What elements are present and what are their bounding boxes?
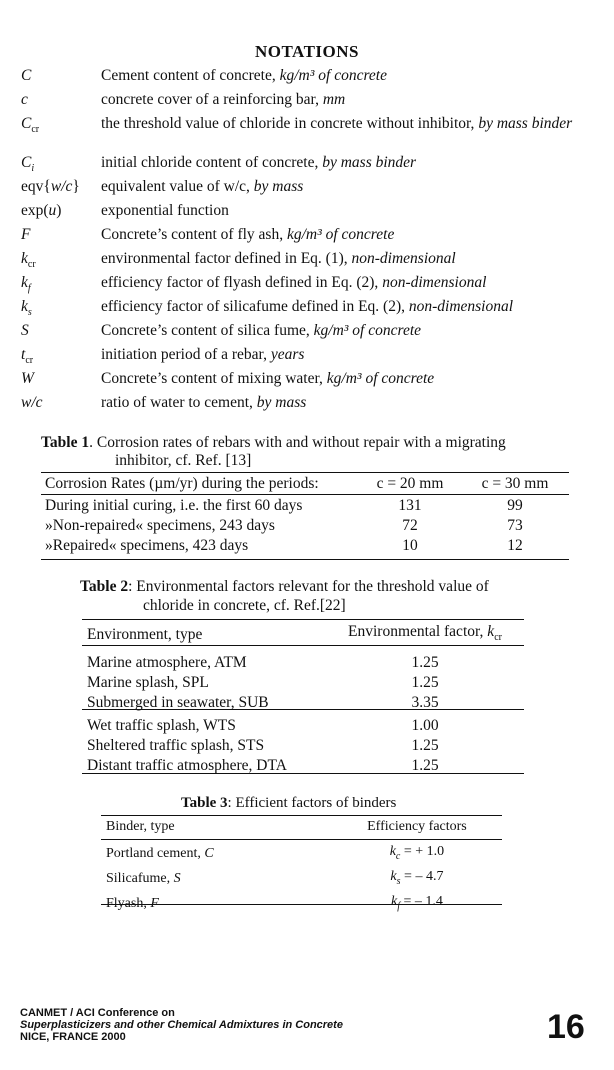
notation-definition xyxy=(101,67,586,85)
table3 xyxy=(106,817,496,916)
notation-definition xyxy=(101,250,586,268)
notation-unit: years xyxy=(270,346,305,363)
table2-cell: Marine splash, SPL xyxy=(87,674,209,692)
notation-symbol: eqv{w/c} xyxy=(21,178,80,195)
notation-definition xyxy=(101,202,586,220)
footer xyxy=(20,1007,343,1043)
table2-header-rule xyxy=(82,645,524,646)
table2-bottom-rule xyxy=(82,773,524,774)
notation-unit: by mass binder xyxy=(322,154,417,171)
notation-unit: non-dimensional xyxy=(351,250,456,267)
table2-cell: Marine atmosphere, ATM xyxy=(87,654,247,672)
table-row xyxy=(87,693,523,713)
notation-text: environmental factor defined in Eq. (1), xyxy=(101,250,352,267)
notation-symbol: $k_s$ xyxy=(21,298,32,319)
table2-cell: Distant traffic atmosphere, DTA xyxy=(87,757,287,775)
notation-symbol: $t_{cr}$ xyxy=(21,346,34,367)
table1-cell: »Repaired« specimens, 423 days xyxy=(45,537,249,554)
notation-unit: mm xyxy=(322,91,346,108)
notation-text: Concrete’s content of fly ash, xyxy=(101,226,287,243)
table3-label: Table 3 xyxy=(181,795,228,811)
table2-cell: 1.00 xyxy=(411,717,439,735)
footer-conference: CANMET / ACI Conference on xyxy=(20,1007,175,1019)
page-number: 16 xyxy=(547,1008,585,1046)
table1-caption-line1: . Corrosion rates of rebars with and without repair with a migrating xyxy=(89,434,506,451)
table2-header: Environmental factor, $k_{cr}$ xyxy=(348,623,502,644)
table1-caption xyxy=(41,434,581,452)
table2-cell: 1.25 xyxy=(411,757,439,775)
notation-definition xyxy=(101,115,586,133)
table3-cell: Silicafume, S xyxy=(106,871,181,887)
notation-symbol: exp(u) xyxy=(21,202,62,219)
table1-cell: During initial curing, i.e. the first 60 days xyxy=(45,497,303,514)
notation-symbol: W xyxy=(21,370,34,387)
notation-definition xyxy=(101,178,586,196)
table1-header-row xyxy=(45,474,565,494)
table3-cell: $k_f$ = – 1.4 xyxy=(390,893,443,912)
notation-definition xyxy=(101,394,586,412)
notation-text: the threshold value of chloride in concrete without inhibitor, xyxy=(101,115,479,132)
notation-definition xyxy=(101,91,586,109)
table3-header-row xyxy=(106,817,496,837)
table3-header: Binder, type xyxy=(106,819,175,834)
table-row xyxy=(87,736,523,756)
notation-symbol: c xyxy=(21,91,28,108)
table3-cell: $k_c$ = + 1.0 xyxy=(389,844,445,862)
table-row xyxy=(45,516,565,536)
table1-header: c = 30 mm xyxy=(481,475,549,492)
notation-definition xyxy=(101,154,586,172)
notation-definition xyxy=(101,346,586,364)
table3-cell: Portland cement, C xyxy=(106,846,214,862)
table2-cell: 1.25 xyxy=(411,674,439,692)
table2-cell: Submerged in seawater, SUB xyxy=(87,694,269,712)
notation-symbol: $k_f$ xyxy=(21,274,31,295)
table3-bottom-rule xyxy=(101,904,502,905)
table3-header-rule xyxy=(101,839,502,840)
notation-text: Concrete’s content of mixing water, xyxy=(101,370,327,387)
notation-text: equivalent value of w/c, xyxy=(101,178,254,195)
notation-symbol: F xyxy=(21,226,31,243)
table1-cell: »Non-repaired« specimens, 243 days xyxy=(45,517,275,534)
table1-cell: 12 xyxy=(507,537,523,554)
table-row xyxy=(87,653,523,673)
notation-unit: kg/m³ of concrete xyxy=(313,322,422,339)
table1-header-rule xyxy=(41,494,569,495)
notation-text: efficiency factor of flyash defined in Eq. (2), xyxy=(101,274,383,291)
notation-text: initial chloride content of concrete, xyxy=(101,154,323,171)
notation-definition xyxy=(101,322,586,340)
table1-cell: 73 xyxy=(507,517,523,534)
table2-top-rule xyxy=(82,619,524,620)
table2-caption-line1: : Environmental factors relevant for the threshold value of xyxy=(128,578,489,595)
notation-text: Concrete’s content of silica fume, xyxy=(101,322,314,339)
table2-header: Environment, type xyxy=(87,626,203,644)
footer-location: NICE, FRANCE 2000 xyxy=(20,1031,126,1043)
footer-conference-title: Superplasticizers and other Chemical Admixtures in Concrete xyxy=(20,1019,343,1031)
table2-cell: Sheltered traffic splash, STS xyxy=(87,737,265,755)
table2-caption xyxy=(80,578,580,596)
notation-unit: by mass binder xyxy=(478,115,573,132)
notation-unit: kg/m³ of concrete xyxy=(279,67,387,84)
notation-text: Cement content of concrete, xyxy=(101,67,280,84)
notation-symbol: $k_{cr}$ xyxy=(21,250,36,271)
table2-group-rule xyxy=(82,709,524,710)
table3-header: Efficiency factors xyxy=(367,819,467,834)
notation-unit: non-dimensional xyxy=(408,298,514,315)
notation-symbol: $C_i$ xyxy=(21,154,35,175)
table3-cell: Flyash, F xyxy=(106,895,159,911)
notations-title: NOTATIONS xyxy=(254,42,359,61)
table1-cell: 131 xyxy=(398,497,422,514)
table2-cell: 1.25 xyxy=(411,654,439,672)
notation-definition xyxy=(101,298,586,316)
notation-unit: kg/m³ of concrete xyxy=(286,226,395,243)
table3-cell: $k_s$ = – 4.7 xyxy=(390,868,444,887)
table1-cell: 72 xyxy=(402,517,418,534)
notation-text: concrete cover of a reinforcing bar, xyxy=(101,91,323,108)
notation-symbol: C xyxy=(21,67,32,84)
notation-unit: by mass xyxy=(253,178,304,195)
table-row xyxy=(45,536,565,556)
table-row xyxy=(106,842,496,867)
notation-unit: by mass xyxy=(256,394,307,411)
table2-cell: 1.25 xyxy=(411,737,439,755)
table-row xyxy=(87,673,523,693)
notation-symbol: w/c xyxy=(21,394,43,411)
table-row xyxy=(87,716,523,736)
notation-symbol: $C_{cr}$ xyxy=(21,115,40,136)
notation-definition xyxy=(101,274,586,292)
table3-caption-text: : Efficient factors of binders xyxy=(227,795,397,811)
table1-cell: 99 xyxy=(507,497,523,514)
notation-text: initiation period of a rebar, xyxy=(101,346,271,363)
table2-cell: Wet traffic splash, WTS xyxy=(87,717,236,735)
notation-text: exponential function xyxy=(101,202,229,219)
table2-label: Table 2 xyxy=(80,578,129,595)
notation-unit: non-dimensional xyxy=(382,274,487,291)
table-row xyxy=(45,496,565,516)
notation-text: efficiency factor of silicafume defined in Eq. (2), xyxy=(101,298,409,315)
notation-definition xyxy=(101,226,586,244)
table1-label: Table 1 xyxy=(41,434,90,451)
notation-unit: kg/m³ of concrete xyxy=(326,370,435,387)
table1-caption-line2: inhibitor, cf. Ref. [13] xyxy=(115,452,252,469)
notation-text: ratio of water to cement, xyxy=(101,394,257,411)
table-row xyxy=(106,867,496,892)
table3-top-rule xyxy=(101,815,502,816)
table1 xyxy=(45,474,565,556)
notation-symbol: S xyxy=(21,322,29,339)
table3-caption xyxy=(181,794,396,812)
table1-header: c = 20 mm xyxy=(376,475,444,492)
table1-cell: 10 xyxy=(402,537,418,554)
notation-definition xyxy=(101,370,586,388)
table2-cell: 3.35 xyxy=(411,694,439,712)
table2-caption-line2: chloride in concrete, cf. Ref.[22] xyxy=(143,597,346,614)
table1-top-rule xyxy=(41,472,569,473)
table1-header: Corrosion Rates (µm/yr) during the periods: xyxy=(45,475,319,492)
table1-bottom-rule xyxy=(41,559,569,560)
